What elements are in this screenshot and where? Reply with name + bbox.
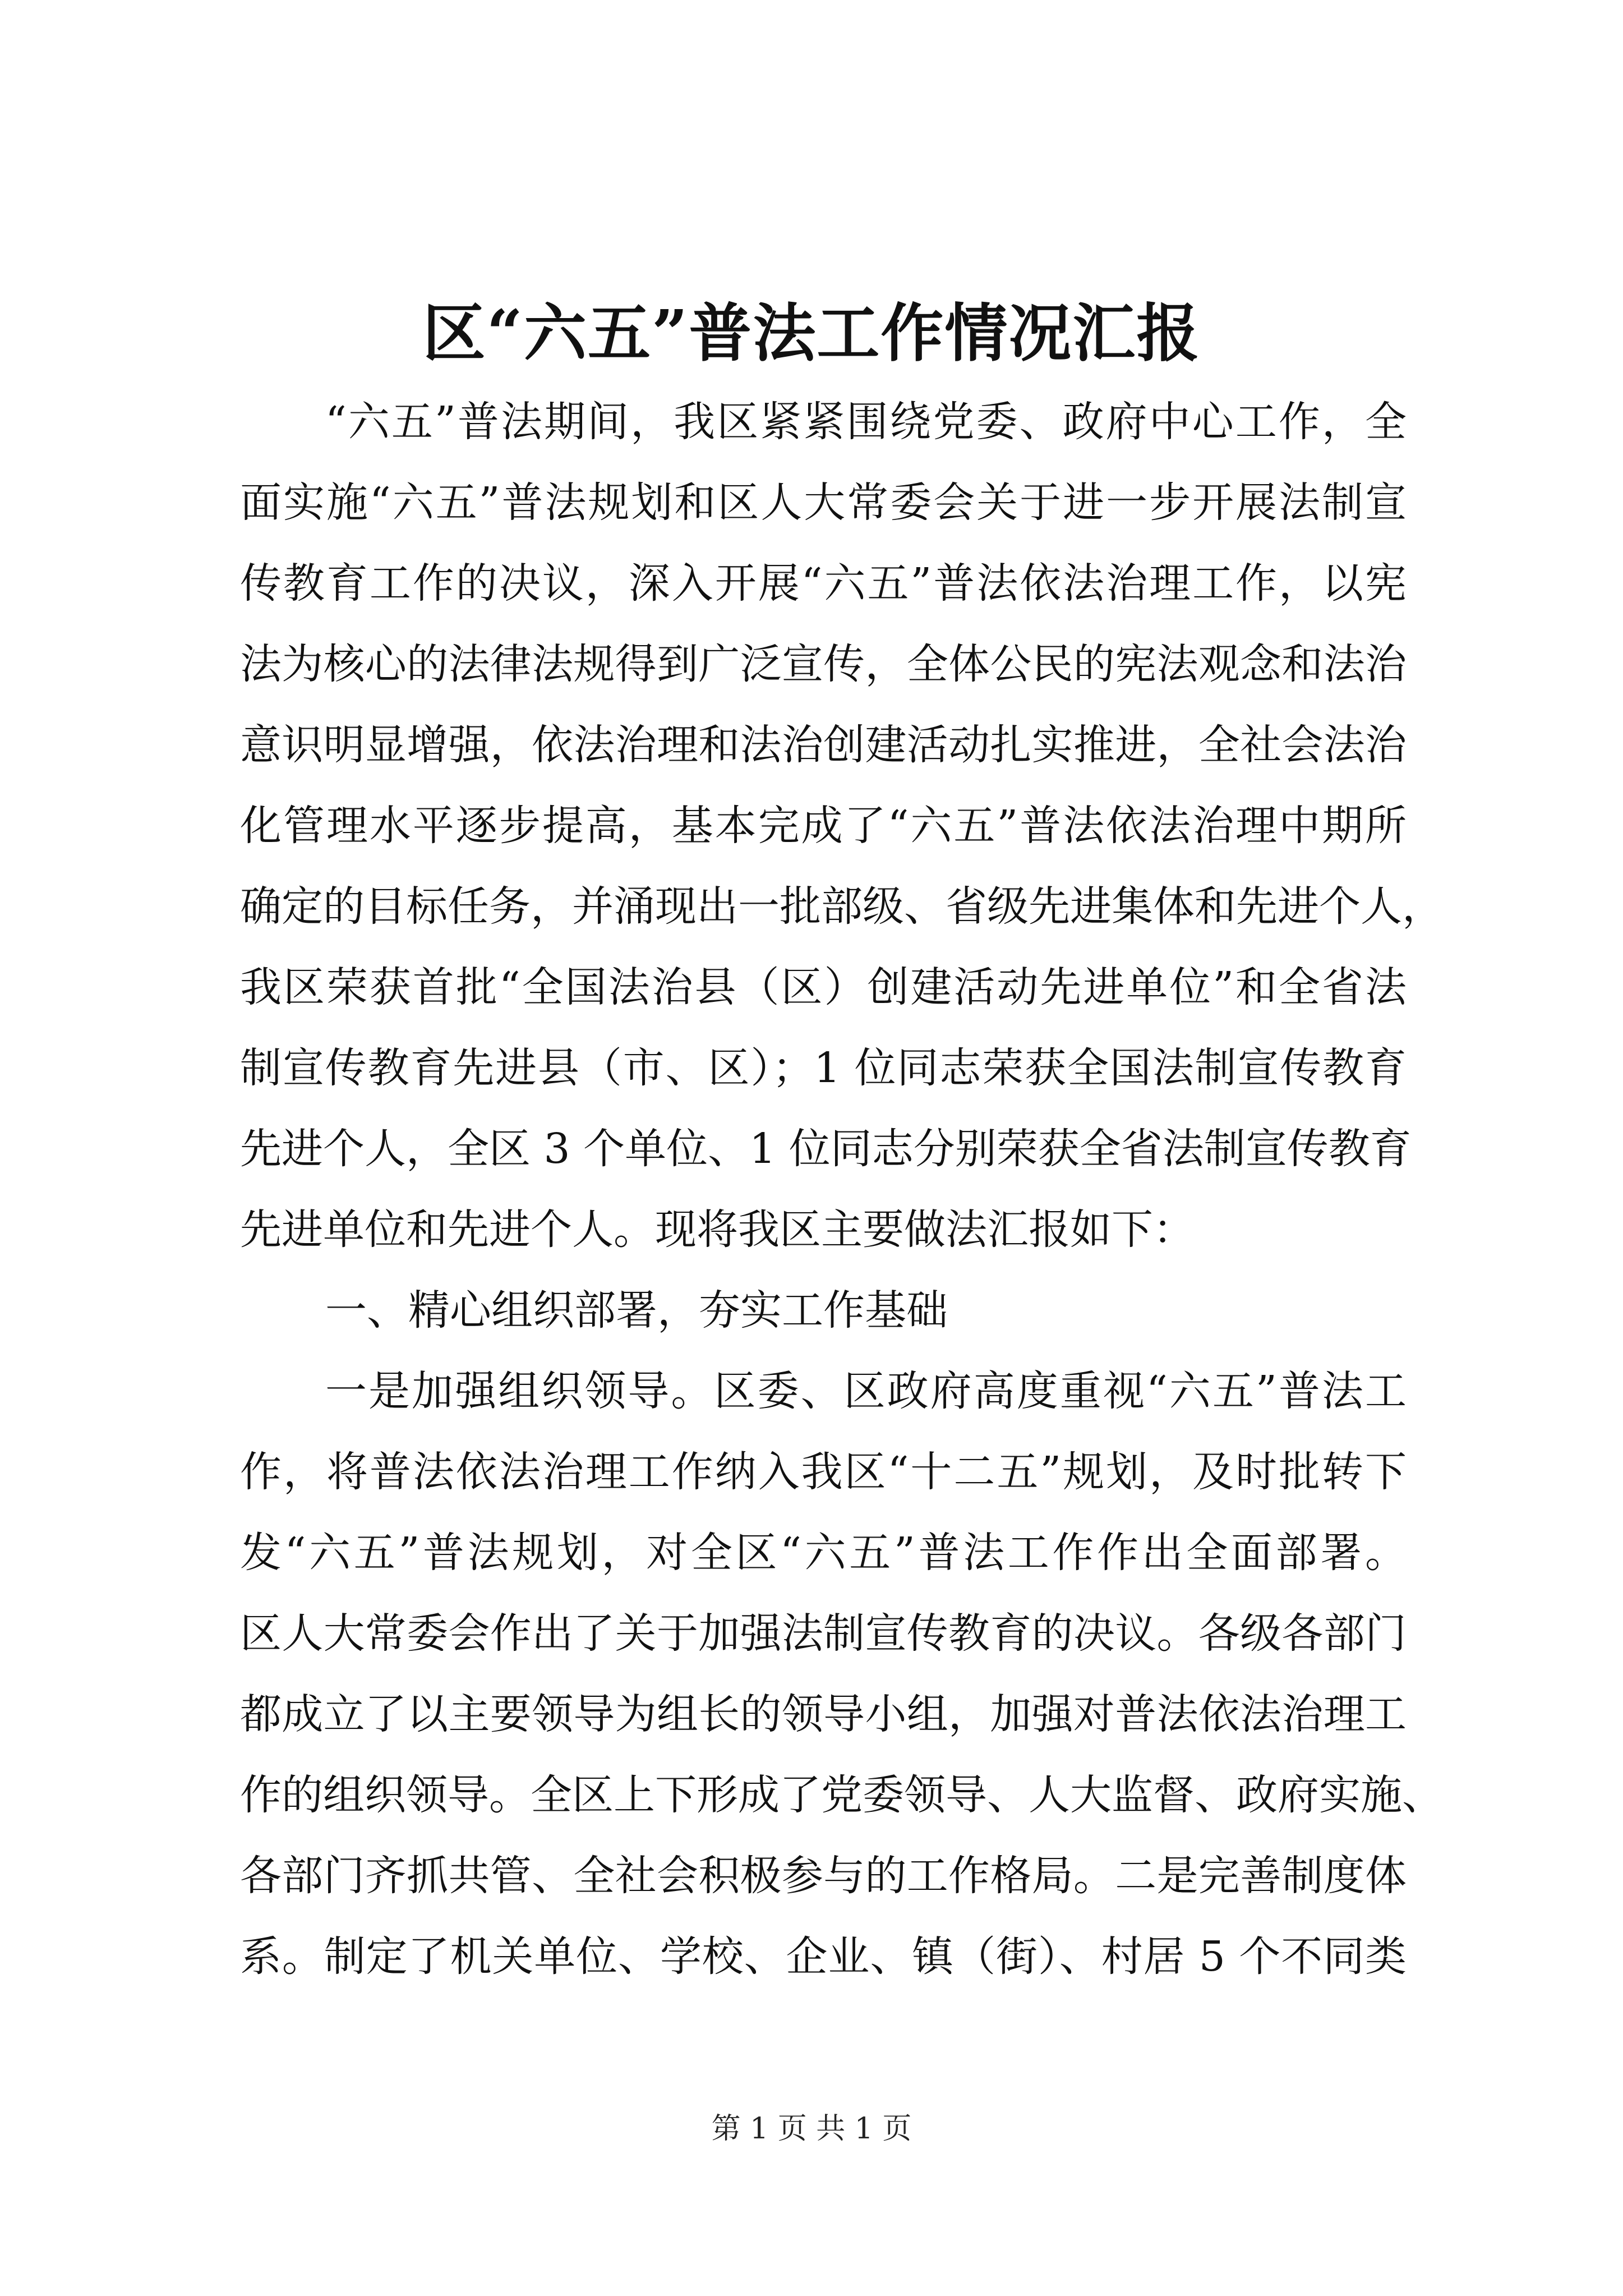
body-line: 化管理水平逐步提高，基本完成了“六五”普法依法治理中期所	[240, 802, 1407, 850]
body-line: 一、精心组织部署，夯实工作基础	[325, 1286, 948, 1335]
body-line: 我区荣获首批“全国法治县（区）创建活动先进单位”和全省法	[240, 963, 1407, 1011]
body-line: 都成立了以主要领导为组长的领导小组，加强对普法依法治理工	[240, 1690, 1407, 1738]
body-line: 各部门齐抓共管、全社会积极参与的工作格局。二是完善制度体	[240, 1852, 1407, 1900]
body-line: 传教育工作的决议，深入开展“六五”普法依法治理工作，以宪	[240, 559, 1407, 608]
body-line: 发“六五”普法规划，对全区“六五”普法工作作出全面部署。	[240, 1529, 1407, 1577]
body-line: 先进个人，全区 3 个单位、1 位同志分别荣获全省法制宣传教育	[240, 1125, 1412, 1173]
body-line: 法为核心的法律法规得到广泛宣传，全体公民的宪法观念和法治	[240, 640, 1407, 688]
body-line: “六五”普法期间，我区紧紧围绕党委、政府中心工作，全	[325, 398, 1407, 446]
body-line: 区人大常委会作出了关于加强法制宣传教育的决议。各级各部门	[240, 1609, 1407, 1658]
body-line: 制宣传教育先进县（市、区）；1 位同志荣获全国法制宣传教育	[240, 1044, 1407, 1092]
body-line: 一是加强组织领导。区委、区政府高度重视“六五”普法工	[325, 1367, 1407, 1415]
document-body	[240, 381, 1444, 1997]
body-line: 先进单位和先进个人。现将我区主要做法汇报如下：	[240, 1205, 1195, 1254]
body-line: 面实施“六五”普法规划和区人大常委会关于进一步开展法制宣	[240, 478, 1407, 527]
body-line: 作，将普法依法治理工作纳入我区“十二五”规划，及时批转下	[240, 1448, 1407, 1496]
body-line: 作的组织领导。全区上下形成了党委领导、人大监督、政府实施、	[240, 1771, 1444, 1819]
body-line: 确定的目标任务，并涌现出一批部级、省级先进集体和先进个人，	[240, 882, 1444, 931]
body-line: 系。制定了机关单位、学校、企业、镇（街）、村居 5 个不同类	[240, 1932, 1407, 1981]
body-line: 意识明显增强，依法治理和法治创建活动扎实推进，全社会法治	[240, 721, 1407, 769]
document-title: 区“六五”普法工作情况汇报	[422, 297, 1201, 370]
page-footer: 第 1 页 共 1 页	[711, 2112, 912, 2146]
